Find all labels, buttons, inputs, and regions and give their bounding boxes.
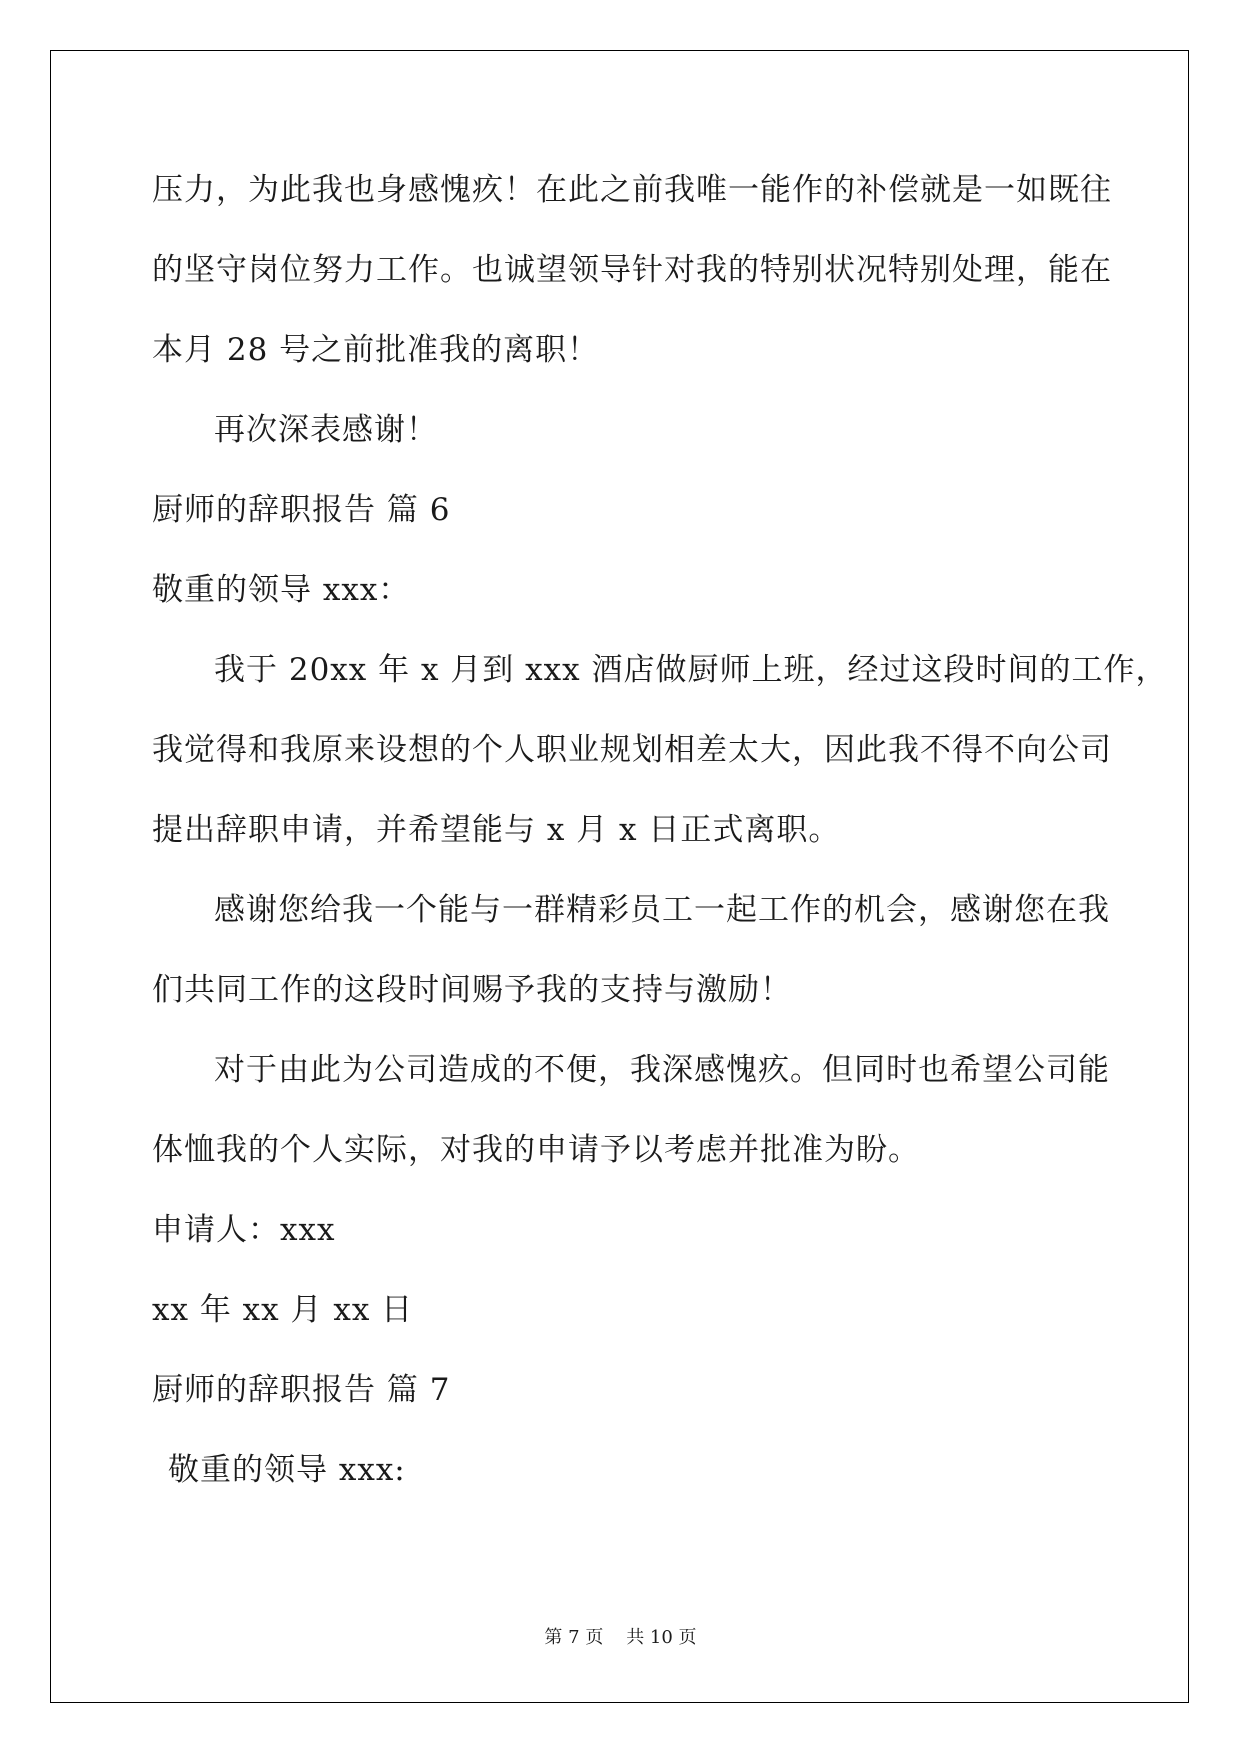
text-line: 我于 20xx 年 x 月到 xxx 酒店做厨师上班，经过这段时间的工作，	[214, 652, 1168, 688]
section-heading: 厨师的辞职报告 篇 6	[152, 492, 451, 528]
text-line: 对于由此为公司造成的不便，我深感愧疚。但同时也希望公司能	[214, 1052, 1110, 1088]
text-line: 感谢您给我一个能与一群精彩员工一起工作的机会，感谢您在我	[214, 892, 1110, 928]
salutation: 敬重的领导 xxx：	[152, 572, 411, 608]
text-line: 本月 28 号之前批准我的离职！	[152, 332, 600, 368]
page-number: 第 7 页 共 10 页	[544, 1627, 697, 1648]
text-line: 们共同工作的这段时间赐予我的支持与激励！	[152, 972, 792, 1008]
salutation: 敬重的领导 xxx:	[168, 1452, 406, 1488]
text-line: 的坚守岗位努力工作。也诚望领导针对我的特别状况特别处理，能在	[152, 252, 1112, 288]
text-line: 提出辞职申请，并希望能与 x 月 x 日正式离职。	[152, 812, 841, 848]
text-line: 体恤我的个人实际，对我的申请予以考虑并批准为盼。	[152, 1132, 920, 1168]
date-line: xx 年 xx 月 xx 日	[152, 1292, 414, 1328]
section-heading: 厨师的辞职报告 篇 7	[152, 1372, 451, 1408]
text-line: 再次深表感谢！	[214, 412, 438, 448]
applicant-line: 申请人：xxx	[152, 1212, 336, 1248]
text-line: 我觉得和我原来设想的个人职业规划相差太大，因此我不得不向公司	[152, 732, 1112, 768]
text-line: 压力，为此我也身感愧疚！在此之前我唯一能作的补偿就是一如既往	[152, 172, 1112, 208]
